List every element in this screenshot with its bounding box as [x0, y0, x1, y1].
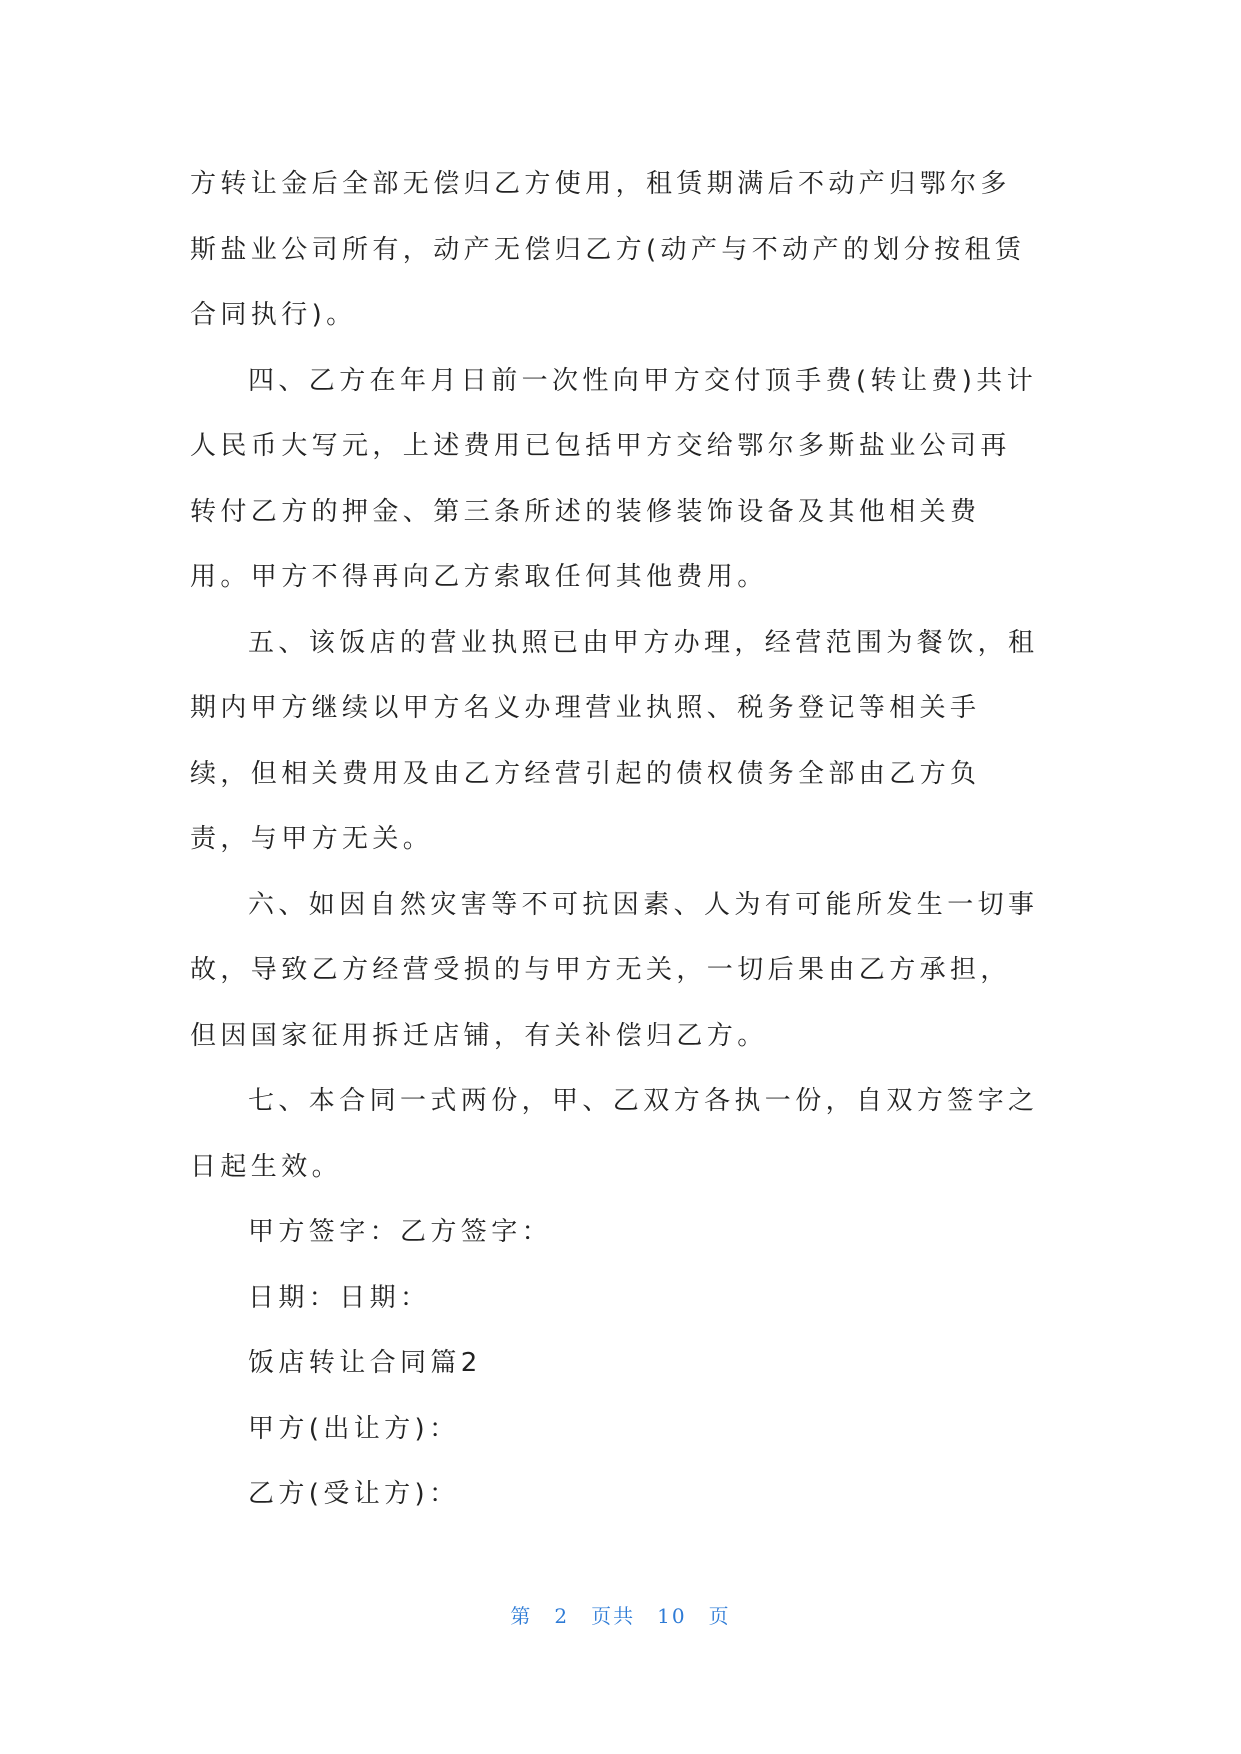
- footer-prefix: 第: [510, 1604, 533, 1628]
- document-body: [190, 152, 1040, 1528]
- paragraph-clause-7: 七、本合同一式两份，甲、乙双方各执一份，自双方签字之日起生效。: [190, 1086, 1039, 1182]
- paragraph-clause-5: 五、该饭店的营业执照已由甲方办理，经营范围为餐饮，租期内甲方继续以甲方名义办理营业执照、税务登记等相关手续，但相关费用及由乙方经营引起的债权债务全部由乙方负责，与甲方无关。: [190, 627, 1039, 854]
- paragraph-clause-4: 四、乙方在年月日前一次性向甲方交付顶手费(转让费)共计人民币大写元，上述费用已包括甲方交给鄂尔多斯盐业公司再转付乙方的押金、第三条所述的装修装饰设备及其他相关费用。甲方不得再向乙方索取任何其他费用。: [190, 365, 1038, 592]
- footer-suffix: 页: [708, 1604, 731, 1628]
- footer-current-page: 2: [554, 1604, 570, 1628]
- party-a-line: 甲方(出让方)：: [248, 1413, 460, 1444]
- page-footer: [0, 1600, 1241, 1629]
- footer-total-pages: 10: [657, 1604, 687, 1628]
- section-heading: 饭店转让合同篇2: [248, 1348, 482, 1378]
- paragraph: 方转让金后全部无偿归乙方使用，租赁期满后不动产归鄂尔多斯盐业公司所有，动产无偿归乙方(动产与不动产的划分按租赁合同执行)。: [190, 169, 1026, 330]
- date-line: 日期：日期：: [248, 1282, 431, 1313]
- party-b-line: 乙方(受让方)：: [248, 1479, 460, 1509]
- paragraph-clause-6: 六、如因自然灾害等不可抗因素、人为有可能所发生一切事故，导致乙方经营受损的与甲方无关，一切后果由乙方承担，但因国家征用拆迁店铺，有关补偿归乙方。: [190, 889, 1039, 1051]
- footer-middle: 页共: [591, 1604, 636, 1628]
- signature-line: 甲方签字：乙方签字：: [248, 1217, 553, 1247]
